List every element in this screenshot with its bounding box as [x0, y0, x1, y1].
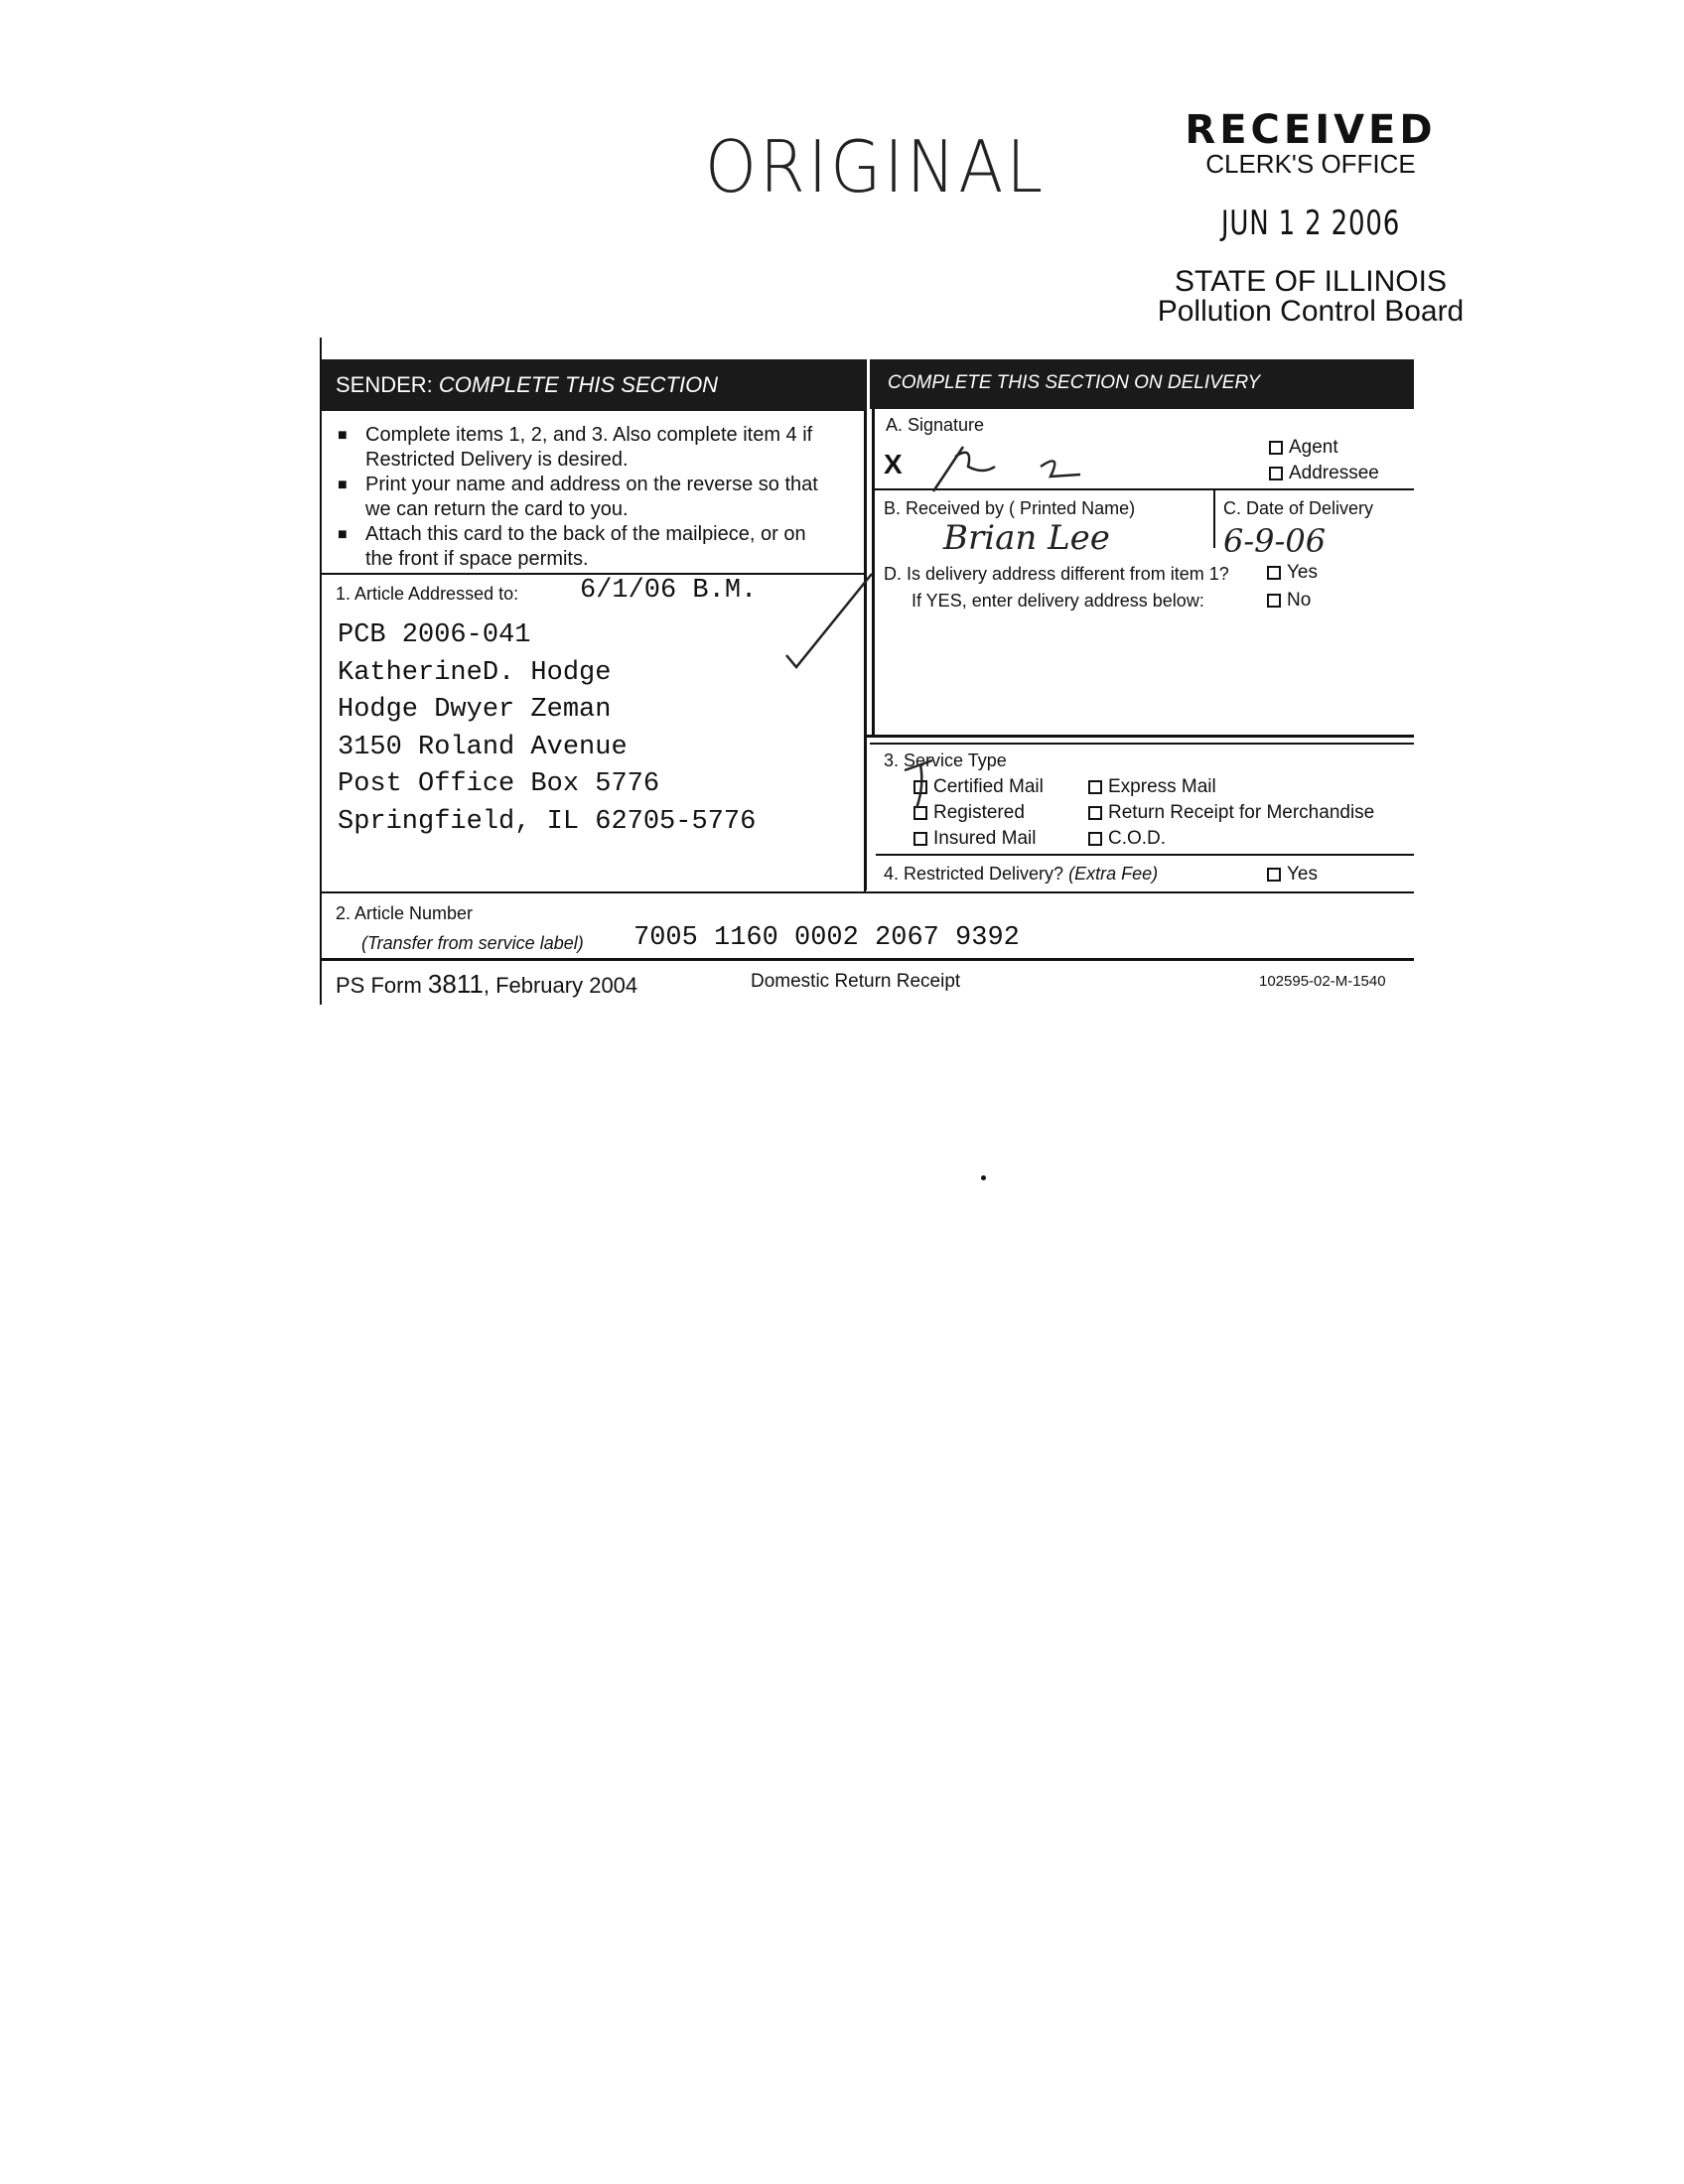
no-label: No — [1287, 590, 1312, 611]
form-code: 102595-02-M-1540 — [1259, 973, 1386, 990]
sender-instructions — [338, 423, 834, 572]
return-receipt-option[interactable] — [1088, 802, 1374, 824]
insured-checkbox[interactable] — [913, 832, 927, 846]
received-stamp — [1157, 107, 1465, 329]
article-number-label: 2. Article Number — [336, 903, 474, 923]
address-line: Post Office Box 5776 — [338, 769, 660, 799]
form-number: 3811 — [427, 969, 484, 999]
received-date: JUN 1 2 2006 — [1220, 204, 1401, 243]
address-line: Springfield, IL 62705-5776 — [338, 806, 757, 837]
clerks-office-label: CLERK'S OFFICE — [1205, 149, 1416, 179]
original-stamp: ORIGINAL — [705, 125, 1047, 209]
instruction-text: Attach this card to the back of the mailpiece, or on the front if space permits. — [365, 523, 806, 570]
checkmark-icon — [774, 568, 884, 677]
article-number-sub: (Transfer from service label) — [361, 933, 584, 953]
addressee-label: Addressee — [1289, 463, 1379, 483]
restricted-delivery — [884, 864, 1158, 885]
card-left-edge — [320, 338, 322, 1005]
addressee-checkbox[interactable] — [1269, 467, 1283, 480]
address-line: Hodge Dwyer Zeman — [338, 695, 612, 725]
agent-option[interactable] — [1269, 437, 1338, 459]
express-label: Express Mail — [1108, 776, 1216, 797]
insured-label: Insured Mail — [933, 828, 1037, 849]
date-divider — [1213, 488, 1215, 548]
restricted-yes-label: Yes — [1287, 864, 1318, 885]
insured-option[interactable] — [913, 828, 1037, 850]
form-date: , February 2004 — [483, 973, 638, 998]
instruction-text: Print your name and address on the reverse so that we can return the card to you. — [365, 474, 818, 520]
article-note: 6/1/06 B.M. — [580, 576, 758, 606]
express-checkbox[interactable] — [1088, 780, 1102, 794]
board-label: Pollution Control Board — [1157, 295, 1465, 328]
article-bottom — [322, 958, 1414, 961]
cod-checkbox[interactable] — [1088, 832, 1102, 846]
bullet-icon: ■ — [338, 477, 348, 493]
service-type-label: 3. Service Type — [884, 751, 1007, 770]
restricted-yes-option[interactable] — [1267, 864, 1318, 886]
received-by-label: B. Received by ( Printed Name) — [884, 498, 1136, 518]
restricted-fee: (Extra Fee) — [1068, 864, 1159, 884]
cod-option[interactable] — [1088, 828, 1166, 850]
agent-checkbox[interactable] — [1269, 441, 1283, 455]
received-label: RECEIVED — [1185, 107, 1437, 153]
service-bottom — [876, 854, 1414, 856]
received-by-name: Brian Lee — [943, 518, 1110, 558]
signature-label: A. Signature — [886, 415, 985, 435]
different-address-question: D. Is delivery address different from item 1? — [884, 564, 1229, 584]
address-line: 3150 Roland Avenue — [338, 732, 628, 762]
registered-label: Registered — [933, 802, 1025, 823]
certified-mark — [899, 756, 948, 816]
agent-label: Agent — [1289, 437, 1338, 458]
no-checkbox[interactable] — [1267, 594, 1281, 608]
sender-header — [322, 359, 866, 411]
article-addressed-label: 1. Article Addressed to: — [336, 584, 519, 604]
restricted-label: 4. Restricted Delivery? — [884, 864, 1064, 884]
form-prefix: PS Form — [336, 973, 422, 998]
date-of-delivery-label: C. Date of Delivery — [1223, 498, 1374, 518]
instruction-text: Complete items 1, 2, and 3. Also complete item 4 if Restricted Delivery is desired. — [365, 424, 813, 471]
return-receipt-checkbox[interactable] — [1088, 806, 1102, 820]
date-of-delivery-value: 6-9-06 — [1223, 522, 1327, 560]
different-yes-option[interactable] — [1267, 562, 1318, 584]
sender-header-prefix: SENDER: — [336, 372, 433, 397]
address-box-bottom — [864, 735, 1414, 738]
express-option[interactable] — [1088, 776, 1216, 798]
form-title: Domestic Return Receipt — [751, 971, 961, 992]
instruction-item — [338, 423, 834, 473]
delivery-header: COMPLETE THIS SECTION ON DELIVERY — [870, 359, 1414, 409]
address-line: PCB 2006-041 — [338, 620, 531, 650]
form-id — [336, 969, 637, 1000]
restricted-yes-checkbox[interactable] — [1267, 868, 1281, 882]
return-receipt-label: Return Receipt for Merchandise — [1108, 802, 1375, 823]
cod-label: C.O.D. — [1108, 828, 1167, 849]
different-no-option[interactable] — [1267, 590, 1311, 612]
different-address-hint: If YES, enter delivery address below: — [912, 591, 1204, 611]
yes-label: Yes — [1287, 562, 1318, 583]
recipient-address — [338, 617, 756, 841]
certified-label: Certified Mail — [933, 776, 1044, 797]
signature-x: X — [884, 449, 903, 479]
article-number-value: 7005 1160 0002 2067 9392 — [633, 923, 1020, 953]
instruction-item — [338, 473, 834, 522]
state-label: STATE OF ILLINOIS — [1175, 265, 1447, 298]
article-top — [322, 891, 1414, 893]
sender-header-rest: COMPLETE THIS SECTION — [438, 372, 719, 397]
yes-checkbox[interactable] — [1267, 566, 1281, 580]
addressee-option[interactable] — [1269, 463, 1379, 484]
address-line: KatherineD. Hodge — [338, 657, 612, 688]
bullet-icon: ■ — [338, 526, 348, 543]
signature-scribble — [923, 437, 1122, 496]
bullet-icon: ■ — [338, 427, 348, 444]
instruction-item — [338, 522, 834, 572]
stray-mark — [981, 1175, 986, 1180]
service-top — [870, 743, 1414, 745]
